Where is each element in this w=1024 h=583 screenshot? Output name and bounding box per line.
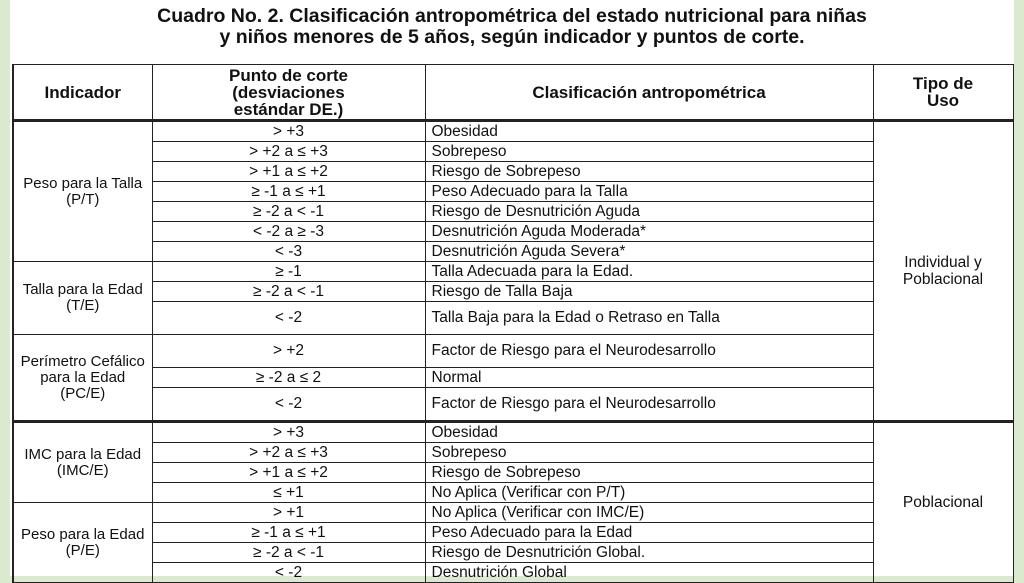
cutoff-cell: > +1 a ≤ +2 xyxy=(152,162,425,182)
cutoff-cell: ≥ -1 a ≤ +1 xyxy=(152,182,425,202)
cutoff-cell: ≥ -2 a < -1 xyxy=(152,543,425,563)
table-row xyxy=(13,422,1013,443)
indicator-cell: IMC para la Edad (IMC/E) xyxy=(13,422,152,503)
cutoff-cell: > +2 a ≤ +3 xyxy=(152,142,425,162)
header-indicador: Indicador xyxy=(13,65,152,121)
table-row xyxy=(13,142,1013,162)
indicator-cell: Perímetro Cefálico para la Edad (PC/E) xyxy=(13,335,152,422)
table-row xyxy=(13,335,1013,368)
classification-cell: Riesgo de Sobrepeso xyxy=(425,162,873,182)
cutoff-cell: > +1 xyxy=(152,503,425,523)
table-row xyxy=(13,368,1013,388)
classification-cell: Desnutrición Global xyxy=(425,563,873,583)
table-row xyxy=(13,302,1013,335)
header-punto-line-1: Punto de corte xyxy=(228,65,348,85)
classification-cell: Riesgo de Desnutrición Global. xyxy=(425,543,873,563)
classification-cell: Sobrepeso xyxy=(425,142,873,162)
header-punto-de-corte xyxy=(152,65,425,121)
cutoff-cell: > +3 xyxy=(152,121,425,142)
table-row xyxy=(13,463,1013,483)
header-tipo-line-1: Tipo de xyxy=(912,74,974,93)
table-row xyxy=(13,523,1013,543)
cutoff-cell: < -2 xyxy=(152,302,425,335)
cutoff-cell: < -3 xyxy=(152,242,425,262)
table-row xyxy=(13,222,1013,242)
classification-cell: Factor de Riesgo para el Neurodesarrollo xyxy=(425,335,873,368)
header-tipo-line-2: Uso xyxy=(926,91,960,110)
cutoff-cell: > +2 xyxy=(152,335,425,368)
classification-cell: Normal xyxy=(425,368,873,388)
cutoff-cell: ≥ -1 xyxy=(152,262,425,282)
classification-cell: Sobrepeso xyxy=(425,443,873,463)
cutoff-cell: ≥ -2 a ≤ 2 xyxy=(152,368,425,388)
table-row xyxy=(13,483,1013,503)
table-row xyxy=(13,543,1013,563)
header-row xyxy=(13,65,1013,121)
table-row xyxy=(13,503,1013,523)
classification-cell: Desnutrición Aguda Severa* xyxy=(425,242,873,262)
table-row xyxy=(13,563,1013,583)
table-row xyxy=(13,242,1013,262)
cutoff-cell: ≥ -2 a < -1 xyxy=(152,202,425,222)
cutoff-cell: < -2 xyxy=(152,563,425,583)
header-clasificacion: Clasificación antropométrica xyxy=(425,65,873,121)
usage-type-cell: Poblacional xyxy=(873,422,1013,583)
table-row xyxy=(13,162,1013,182)
header-punto-line-3: estándar DE.) xyxy=(233,99,344,119)
header-tipo-de-uso xyxy=(873,65,1013,121)
cutoff-cell: > +2 a ≤ +3 xyxy=(152,443,425,463)
classification-cell: Talla Adecuada para la Edad. xyxy=(425,262,873,282)
classification-cell: No Aplica (Verificar con IMC/E) xyxy=(425,503,873,523)
document-page xyxy=(10,0,1014,581)
classification-cell: Peso Adecuado para la Talla xyxy=(425,182,873,202)
cutoff-cell: ≤ +1 xyxy=(152,483,425,503)
table-row xyxy=(13,388,1013,422)
title-line-1: Cuadro No. 2. Clasificación antropométrica del estado nutricional para niñas xyxy=(157,5,867,27)
table-title xyxy=(10,6,1014,48)
cutoff-cell: < -2 xyxy=(152,388,425,422)
classification-cell: Factor de Riesgo para el Neurodesarrollo xyxy=(425,388,873,422)
classification-cell: Peso Adecuado para la Edad xyxy=(425,523,873,543)
cutoff-cell: ≥ -2 a < -1 xyxy=(152,282,425,302)
indicator-cell: Peso para la Edad (P/E) xyxy=(13,503,152,583)
classification-table xyxy=(12,64,1014,583)
cutoff-cell: > +3 xyxy=(152,422,425,443)
table-row xyxy=(13,202,1013,222)
title-line-2: y niños menores de 5 años, según indicador y puntos de corte. xyxy=(219,26,805,48)
classification-cell: Talla Baja para la Edad o Retraso en Talla xyxy=(425,302,873,335)
classification-cell: Riesgo de Sobrepeso xyxy=(425,463,873,483)
cutoff-cell: > +1 a ≤ +2 xyxy=(152,463,425,483)
header-punto-line-2: (desviaciones xyxy=(232,82,345,102)
table-row xyxy=(13,443,1013,463)
classification-cell: Riesgo de Desnutrición Aguda xyxy=(425,202,873,222)
table-row xyxy=(13,282,1013,302)
table-row xyxy=(13,262,1013,282)
classification-cell: Obesidad xyxy=(425,422,873,443)
cutoff-cell: < -2 a ≥ -3 xyxy=(152,222,425,242)
classification-cell: Desnutrición Aguda Moderada* xyxy=(425,222,873,242)
table-row xyxy=(13,182,1013,202)
cutoff-cell: ≥ -1 a ≤ +1 xyxy=(152,523,425,543)
usage-type-cell: Individual y Poblacional xyxy=(873,121,1013,422)
table-row xyxy=(13,121,1013,142)
classification-cell: Obesidad xyxy=(425,121,873,142)
indicator-cell: Peso para la Talla (P/T) xyxy=(13,121,152,262)
classification-cell: No Aplica (Verificar con P/T) xyxy=(425,483,873,503)
classification-cell: Riesgo de Talla Baja xyxy=(425,282,873,302)
indicator-cell: Talla para la Edad (T/E) xyxy=(13,262,152,335)
